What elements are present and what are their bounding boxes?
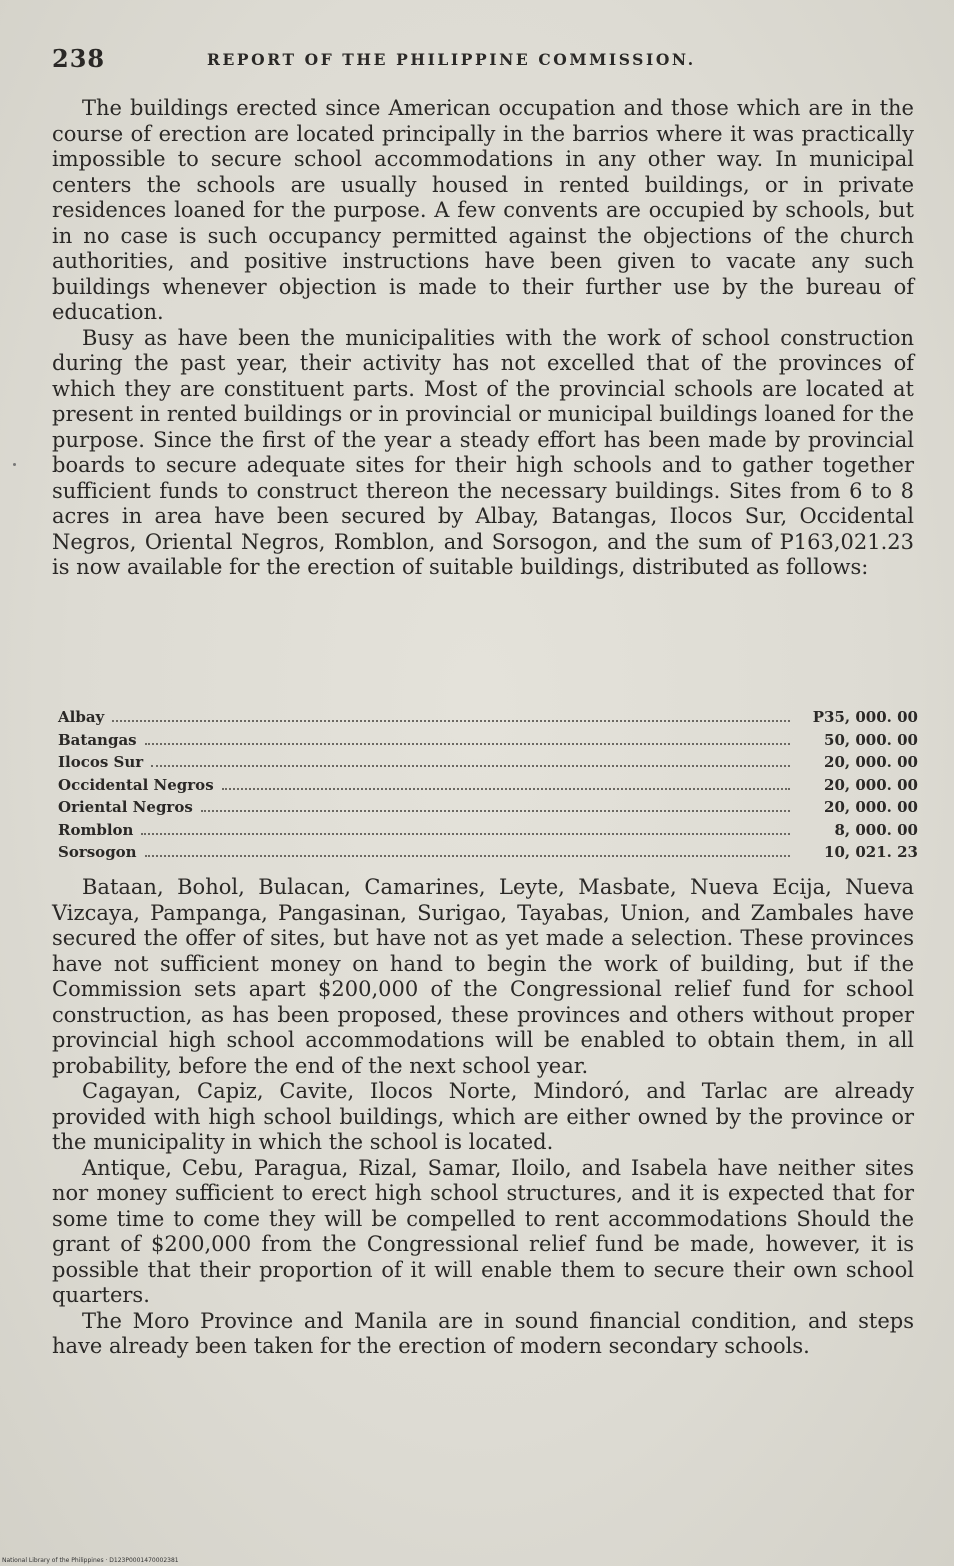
province-name: Sorsogon [58,843,137,861]
amount-value: 20, 000. 00 [824,775,918,794]
dot-leader [151,764,790,767]
amount-value: 50, 000. 00 [824,730,918,749]
body-text-before-table [52,96,914,581]
dot-leader [201,809,790,812]
province-name: Oriental Negros [58,798,193,816]
province-name: Ilocos Sur [58,753,144,771]
paragraph: Cagayan, Capiz, Cavite, Ilocos Norte, Mindoró, and Tarlac are already provided with high school buildings, which are either owned by the province or the municipality in which the school is located. [52,1079,914,1154]
amount-value: P35, 000. 00 [812,708,918,726]
paragraph: Bataan, Bohol, Bulacan, Camarines, Leyte, Masbate, Nueva Ecija, Nueva Vizcaya, Pampanga, Pangasinan, Surigao, Tayabas, Union, and Zambales have secured the offer of sites, but have not as yet made a selection. These provinces have not sufficient money on hand to begin the work of building, but if the Commission sets apart $200,000 of the Congressional relief fund for school construction, as has been proposed, these provinces and others without proper provincial high school accommodations will be enabled to obtain them, in all probability, before the end of the next school year. [52,875,914,1078]
running-head: REPORT OF THE PHILIPPINE COMMISSION. [207,50,696,69]
province-name: Occidental Negros [58,775,214,794]
table-row [58,843,918,866]
paragraph: Antique, Cebu, Paragua, Rizal, Samar, Iloilo, and Isabela have neither sites nor money sufficient to erect high school structures, and it is expected that for some time to come they will be compelled to rent accommodations Should the grant of $200,000 from the Congressional relief fund be made, however, it is possible that their proportion of it will enable them to secure their own school quarters. [52,1155,914,1307]
paragraph: The Moro Province and Manila are in sound financial condition, and steps have already been taken for the erection of modern secondary schools. [52,1308,914,1358]
dot-leader [141,832,790,835]
table-row [58,753,918,776]
table-row [58,731,918,754]
amount-value: 20, 000. 00 [824,753,918,771]
page-header [52,44,914,74]
allocation-table [58,708,918,866]
dot-leader [222,787,790,790]
table-row [58,708,918,731]
province-name: Batangas [58,730,137,749]
amount-value: 10, 021. 23 [824,843,918,861]
table-row [58,776,918,799]
amount-value: 20, 000. 00 [824,798,918,816]
paragraph: The buildings erected since American occupation and those which are in the course of erection are located principally in the barrios where it was practically impossible to secure school accommodations in any other way. In municipal centers the schools are usually housed in rented buildings, or in private residences loaned for the purpose. A few convents are occupied by schools, but in no case is such occupancy permitted against the objections of the church authorities, and positive instructions have been given to vacate any such buildings whenever objection is made to their further use by the bureau of education. [52,96,914,324]
scan-credit: National Library of the Philippines · D123P0001470002381 [2,1557,179,1564]
province-name: Albay [58,708,105,726]
table-row [58,798,918,821]
margin-mark [13,463,16,466]
body-text-after-table [52,875,914,1360]
dot-leader [145,854,790,857]
dot-leader [145,742,790,745]
amount-value: 8, 000. 00 [834,820,918,839]
page-number: 238 [52,44,106,73]
table-row [58,821,918,844]
province-name: Romblon [58,820,134,839]
dot-leader [112,719,790,722]
paragraph: Busy as have been the municipalities with the work of school construction during the past year, their activity has not excelled that of the provinces of which they are constituent parts. Most of the provincial schools are located at present in rented buildings or in provincial or municipal buildings loaned for the purpose. Since the first of the year a steady effort has been made by provincial boards to secure adequate sites for their high schools and to gather together sufficient funds to construct thereon the necessary buildings. Sites from 6 to 8 acres in area have been secured by Albay, Batangas, Ilocos Sur, Occidental Negros, Oriental Negros, Romblon, and Sorsogon, and the sum of P163,021.23 is now available for the erection of suitable buildings, distributed as follows: [52,325,914,579]
